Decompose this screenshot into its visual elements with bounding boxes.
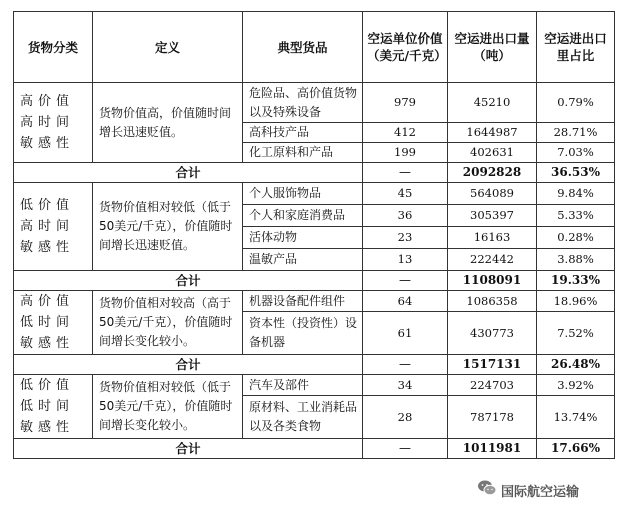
definition-cell: 货物价值相对较低（低于50美元/千克），价值随时间增长变化较小。 xyxy=(93,375,243,439)
volume-cell: 1086358 xyxy=(448,291,537,312)
total-row xyxy=(14,271,615,291)
definition-cell: 货物价值高，价值随时间增长迅速贬值。 xyxy=(93,83,243,163)
share-cell: 9.84% xyxy=(537,183,615,205)
table-row xyxy=(14,183,615,205)
share-cell: 3.92% xyxy=(537,375,615,396)
total-unit-value: — xyxy=(363,355,448,375)
category-cell: 高价值低时间敏感性 xyxy=(14,291,93,355)
total-share: 19.33% xyxy=(537,271,615,291)
header-goods: 典型货品 xyxy=(243,12,363,83)
total-label: 合计 xyxy=(14,163,363,183)
definition-cell: 货物价值相对较高（高于50美元/千克），价值随时间增长变化较小。 xyxy=(93,291,243,355)
category-cell: 高价值高时间敏感性 xyxy=(14,83,93,163)
goods-cell: 危险品、高价值货物以及特殊设备 xyxy=(243,83,363,123)
goods-cell: 机器设备配件组件 xyxy=(243,291,363,312)
header-volume: 空运进出口量（吨） xyxy=(448,12,537,83)
share-cell: 7.52% xyxy=(537,312,615,355)
volume-cell: 787178 xyxy=(448,396,537,439)
goods-cell: 温敏产品 xyxy=(243,249,363,271)
volume-cell: 45210 xyxy=(448,83,537,123)
share-cell: 13.74% xyxy=(537,396,615,439)
unit-value-cell: 199 xyxy=(363,143,448,163)
total-volume: 1517131 xyxy=(448,355,537,375)
table-row xyxy=(14,291,615,312)
volume-cell: 305397 xyxy=(448,205,537,227)
total-unit-value: — xyxy=(363,163,448,183)
goods-cell: 个人服饰物品 xyxy=(243,183,363,205)
unit-value-cell: 36 xyxy=(363,205,448,227)
total-label: 合计 xyxy=(14,439,363,459)
total-share: 26.48% xyxy=(537,355,615,375)
volume-cell: 430773 xyxy=(448,312,537,355)
goods-cell: 原材料、工业消耗品以及各类食物 xyxy=(243,396,363,439)
unit-value-cell: 979 xyxy=(363,83,448,123)
goods-cell: 资本性（投资性）设备机器 xyxy=(243,312,363,355)
unit-value-cell: 45 xyxy=(363,183,448,205)
share-cell: 0.28% xyxy=(537,227,615,249)
total-label: 合计 xyxy=(14,271,363,291)
goods-cell: 活体动物 xyxy=(243,227,363,249)
watermark xyxy=(477,479,617,501)
goods-cell: 化工原料和产品 xyxy=(243,143,363,163)
unit-value-cell: 412 xyxy=(363,123,448,143)
total-row xyxy=(14,439,615,459)
share-cell: 3.88% xyxy=(537,249,615,271)
total-row xyxy=(14,355,615,375)
table-row xyxy=(14,375,615,396)
volume-cell: 224703 xyxy=(448,375,537,396)
share-cell: 0.79% xyxy=(537,83,615,123)
wechat-icon xyxy=(477,479,497,501)
total-share: 36.53% xyxy=(537,163,615,183)
share-cell: 7.03% xyxy=(537,143,615,163)
total-volume: 1108091 xyxy=(448,271,537,291)
table-header-row xyxy=(14,12,615,83)
total-volume: 1011981 xyxy=(448,439,537,459)
total-row xyxy=(14,163,615,183)
total-share: 17.66% xyxy=(537,439,615,459)
volume-cell: 16163 xyxy=(448,227,537,249)
total-volume: 2092828 xyxy=(448,163,537,183)
unit-value-cell: 28 xyxy=(363,396,448,439)
total-unit-value: — xyxy=(363,271,448,291)
volume-cell: 402631 xyxy=(448,143,537,163)
volume-cell: 564089 xyxy=(448,183,537,205)
share-cell: 18.96% xyxy=(537,291,615,312)
share-cell: 28.71% xyxy=(537,123,615,143)
unit-value-cell: 34 xyxy=(363,375,448,396)
header-definition: 定义 xyxy=(93,12,243,83)
table-row xyxy=(14,83,615,123)
volume-cell: 222442 xyxy=(448,249,537,271)
unit-value-cell: 13 xyxy=(363,249,448,271)
share-cell: 5.33% xyxy=(537,205,615,227)
category-cell: 低价值低时间敏感性 xyxy=(14,375,93,439)
goods-cell: 高科技产品 xyxy=(243,123,363,143)
volume-cell: 1644987 xyxy=(448,123,537,143)
cargo-classification-table xyxy=(13,11,615,459)
watermark-text: 国际航空运输 xyxy=(501,484,580,500)
total-label: 合计 xyxy=(14,355,363,375)
goods-cell: 个人和家庭消费品 xyxy=(243,205,363,227)
header-category: 货物分类 xyxy=(14,12,93,83)
definition-cell: 货物价值相对较低（低于50美元/千克），价值随时间增长迅速贬值。 xyxy=(93,183,243,271)
header-unit-value: 空运单位价值（美元/千克） xyxy=(363,12,448,83)
unit-value-cell: 23 xyxy=(363,227,448,249)
total-unit-value: — xyxy=(363,439,448,459)
category-cell: 低价值高时间敏感性 xyxy=(14,183,93,271)
unit-value-cell: 64 xyxy=(363,291,448,312)
header-share: 空运进出口里占比 xyxy=(537,12,615,83)
unit-value-cell: 61 xyxy=(363,312,448,355)
goods-cell: 汽车及部件 xyxy=(243,375,363,396)
